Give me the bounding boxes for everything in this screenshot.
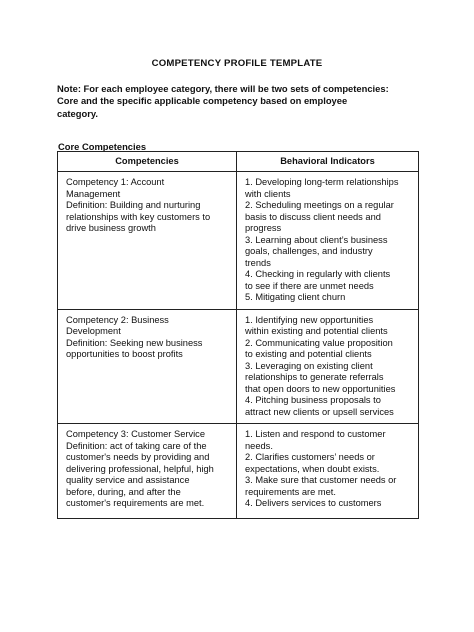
indicator-line: requirements are met. [245, 486, 336, 497]
competency-line: before, during, and after the [66, 486, 181, 497]
section-title: Core Competencies [58, 141, 147, 152]
competency-line: customer's requirements are met. [66, 498, 205, 508]
competency-cell [58, 309, 237, 424]
note-line: Core and the specific applicable competency based on employee [57, 95, 348, 107]
competency-line: Management [66, 188, 121, 199]
indicator-line: within existing and potential clients [245, 326, 388, 336]
indicator-line: 4. Pitching business proposals to [245, 395, 381, 405]
competency-cell [58, 424, 237, 519]
indicator-line: with clients [245, 188, 291, 199]
indicator-line: 1. Identifying new opportunities [245, 314, 374, 325]
competency-line: quality service and assistance [66, 475, 190, 485]
indicator-line: to see if there are unmet needs [245, 280, 374, 291]
table-row [58, 424, 419, 519]
competency-line: drive business growth [66, 223, 156, 233]
table-row [58, 309, 419, 424]
competency-line: Definition: Seeking new business [66, 337, 203, 348]
indicator-line: 1. Developing long-term relationships [245, 177, 399, 187]
core-competencies-table [57, 151, 419, 519]
competency-line: relationships with key customers to [66, 211, 211, 222]
competency-line: Definition: Building and nurturing [66, 200, 201, 210]
indicator-line: 3. Leveraging on existing client [245, 360, 373, 371]
column-header-competencies: Competencies [58, 152, 237, 172]
note-paragraph [57, 83, 422, 120]
competency-line: delivering professional, helpful, high [66, 463, 214, 474]
indicators-cell [237, 172, 419, 310]
indicator-line: progress [245, 223, 282, 233]
table-row [58, 172, 419, 310]
indicator-line: expectations, when doubt exists. [245, 463, 380, 474]
indicator-line: needs. [245, 440, 273, 451]
indicator-line: 2. Communicating value proposition [245, 337, 393, 348]
indicators-cell [237, 424, 419, 519]
note-line: Note: For each employee category, there will be two sets of competencies: [57, 83, 389, 94]
competency-line: Development [66, 326, 121, 336]
indicator-line: 3. Make sure that customer needs or [245, 475, 397, 485]
competency-line: Definition: act of taking care of the [66, 440, 207, 451]
indicators-cell [237, 309, 419, 424]
indicator-line: 2. Clarifies customers’ needs or [245, 452, 375, 462]
indicator-line: that open doors to new opportunities [245, 383, 396, 394]
indicator-line: 5. Mitigating client churn [245, 292, 346, 302]
indicator-line: goals, challenges, and industry [245, 246, 373, 256]
competency-line: Competency 2: Business [66, 314, 169, 325]
indicator-line: trends [245, 257, 271, 268]
indicator-line: 4. Delivers services to customers [245, 498, 382, 508]
note-line: category. [57, 107, 98, 119]
competency-line: opportunities to boost profits [66, 349, 183, 359]
indicator-line: attract new clients or upsell services [245, 406, 394, 417]
competency-line: Competency 1: Account [66, 177, 165, 187]
indicator-line: 3. Learning about client’s business [245, 234, 388, 245]
indicator-line: relationships to generate referrals [245, 372, 384, 382]
column-header-behavioral-indicators: Behavioral Indicators [237, 152, 419, 172]
competency-cell [58, 172, 237, 310]
indicator-line: basis to discuss client needs and [245, 211, 381, 222]
competency-line: customer's needs by providing and [66, 452, 210, 462]
document-title: COMPETENCY PROFILE TEMPLATE [151, 58, 323, 69]
indicator-line: 4. Checking in regularly with clients [245, 269, 391, 279]
indicator-line: 2. Scheduling meetings on a regular [245, 200, 394, 210]
competency-line: Competency 3: Customer Service [66, 429, 205, 439]
indicator-line: to existing and potential clients [245, 349, 372, 359]
indicator-line: 1. Listen and respond to customer [245, 429, 386, 439]
table-header-row [58, 152, 419, 172]
